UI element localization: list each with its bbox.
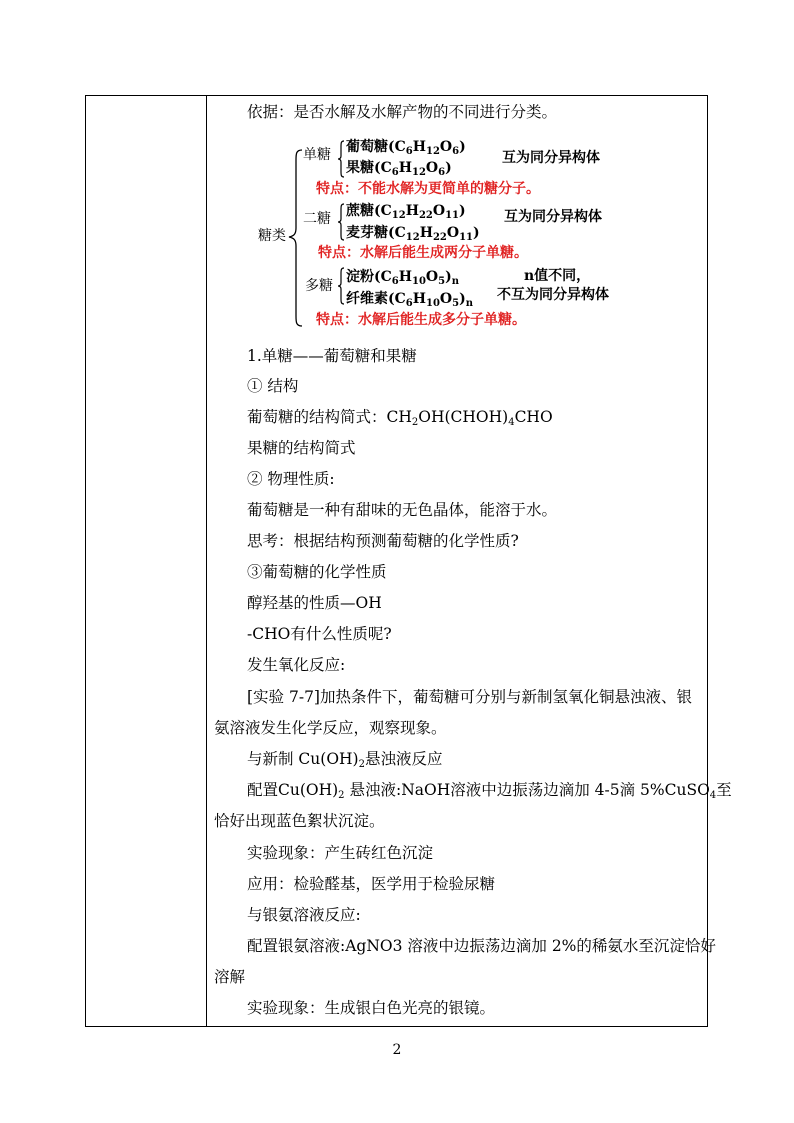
group2-brace [336, 202, 346, 242]
cuoh2-phenomenon: 实验现象：产生砖红色沉淀 [247, 844, 434, 862]
group-monosaccharide-label: 单糖 [303, 147, 331, 163]
cuoh2-preparation-line1: 配置$Cu(OH)_2$ 悬浊液:NaOH溶液中边振荡边滴加 4-5滴 5%CuSO$_4$至 [247, 781, 732, 801]
subheading-structure: ① 结构 [247, 377, 299, 395]
thinking-question: 思考：根据结构预测葡萄糖的化学性质? [247, 532, 519, 550]
hydroxyl-properties: 醇羟基的性质—OH [247, 594, 382, 612]
feature-monosaccharide: 特点：不能水解为更简单的糖分子。 [316, 181, 540, 197]
glucose-physical-description: 葡萄糖是一种有甜味的无色晶体，能溶于水。 [247, 501, 558, 519]
page-number: 2 [392, 1042, 402, 1058]
relation-isomers-2: 互为同分异构体 [504, 209, 602, 225]
cuoh2-reaction-heading: 与新制 $Cu(OH)_2$悬浊液反应 [247, 750, 443, 770]
column-divider [206, 95, 207, 1027]
fructose-structure-formula: 果糖的结构简式 [247, 439, 356, 457]
classification-basis: 依据：是否水解及水解产物的不同进行分类。 [247, 103, 558, 121]
group1-brace [336, 139, 346, 179]
item-starch: 淀粉$(C_6H_{10}O_5)_n$ [346, 269, 459, 287]
group-polysaccharide-label: 多糖 [305, 278, 333, 294]
section-heading-monosaccharide: 1.单糖——葡萄糖和果糖 [247, 347, 417, 365]
item-fructose: 果糖$(C_6H_{12}O_6)$ [346, 160, 452, 178]
silver-ammonia-preparation-line2: 溶解 [214, 968, 246, 986]
root-brace [286, 148, 306, 328]
group-disaccharide-label: 二糖 [303, 211, 331, 227]
item-cellulose: 纤维素$(C_6H_{10}O_5)_n$ [346, 291, 473, 309]
relation-not-isomers: 不互为同分异构体 [497, 287, 609, 303]
application-line: 应用：检验醛基，医学用于检验尿糖 [247, 875, 496, 893]
item-sucrose: 蔗糖$(C_{12}H_{22}O_{11})$ [346, 203, 466, 221]
root-label: 糖类 [258, 228, 286, 244]
glucose-structure-formula: 葡萄糖的结构简式：$CH_2OH(CHOH)_4CHO$ [247, 408, 553, 428]
item-glucose: 葡萄糖$(C_6H_{12}O_6)$ [346, 139, 466, 157]
group3-brace [336, 266, 346, 306]
cuoh2-preparation-line2: 恰好出现蓝色絮状沉淀。 [214, 812, 385, 830]
relation-n-differs: n值不同， [524, 268, 591, 284]
silver-ammonia-heading: 与银氨溶液反应: [247, 906, 361, 924]
subheading-chemical-properties: ③葡萄糖的化学性质 [247, 563, 387, 581]
aldehyde-question: -CHO有什么性质呢? [247, 625, 392, 643]
relation-isomers-1: 互为同分异构体 [502, 150, 600, 166]
subheading-physical-properties: ② 物理性质: [247, 470, 335, 488]
silver-ammonia-preparation-line1: 配置银氨溶液:AgNO3 溶液中边振荡边滴加 2%的稀氨水至沉淀恰好 [247, 937, 716, 955]
feature-disaccharide: 特点：水解后能生成两分子单糖。 [318, 245, 528, 261]
experiment-7-7-line1: [实验 7-7]加热条件下，葡萄糖可分别与新制氢氧化铜悬浊液、银 [247, 688, 692, 706]
item-maltose: 麦芽糖$(C_{12}H_{22}O_{11})$ [346, 225, 480, 243]
experiment-7-7-line2: 氨溶液发生化学反应，观察现象。 [214, 719, 447, 737]
silver-mirror-phenomenon: 实验现象：生成银白色光亮的银镜。 [247, 999, 496, 1017]
feature-polysaccharide: 特点：水解后能生成多分子单糖。 [316, 312, 526, 328]
oxidation-reaction: 发生氧化反应: [247, 656, 346, 674]
